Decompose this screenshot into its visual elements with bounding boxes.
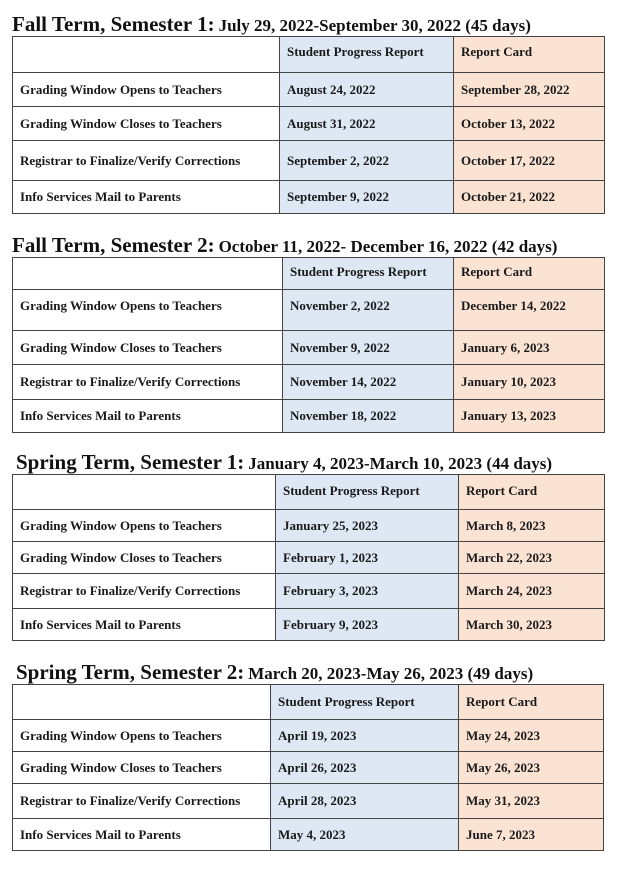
row-label: Grading Window Closes to Teachers	[13, 542, 276, 574]
progress-report-date: April 28, 2023	[271, 784, 459, 819]
table-row	[13, 107, 605, 141]
report-card-date: May 26, 2023	[459, 752, 604, 784]
report-card-date: March 30, 2023	[459, 609, 605, 641]
progress-report-date: January 25, 2023	[276, 510, 459, 542]
progress-report-date: September 2, 2022	[280, 141, 454, 181]
term-name: Spring Term, Semester 2:	[16, 660, 245, 684]
header-empty-cell	[13, 37, 280, 73]
progress-report-date: November 2, 2022	[283, 290, 454, 331]
report-card-date: October 17, 2022	[454, 141, 605, 181]
row-label: Registrar to Finalize/Verify Corrections	[13, 365, 283, 400]
progress-report-date: August 24, 2022	[280, 73, 454, 107]
row-label: Grading Window Opens to Teachers	[13, 73, 280, 107]
header-empty-cell	[13, 258, 283, 290]
table-row	[13, 752, 604, 784]
table-row	[13, 331, 605, 365]
progress-report-date: November 18, 2022	[283, 400, 454, 433]
header-empty-cell	[13, 475, 276, 510]
report-card-date: June 7, 2023	[459, 819, 604, 851]
row-label: Grading Window Opens to Teachers	[13, 510, 276, 542]
term-heading	[12, 233, 557, 258]
progress-report-date: November 14, 2022	[283, 365, 454, 400]
report-card-date: March 8, 2023	[459, 510, 605, 542]
row-label: Info Services Mail to Parents	[13, 609, 276, 641]
progress-report-date: May 4, 2023	[271, 819, 459, 851]
table-row	[13, 290, 605, 331]
table-row	[13, 819, 604, 851]
table-row	[13, 784, 604, 819]
schedule-table	[12, 257, 605, 433]
header-report-card: Report Card	[459, 475, 605, 510]
header-report-card: Report Card	[454, 37, 605, 73]
row-label: Info Services Mail to Parents	[13, 400, 283, 433]
table-row	[13, 365, 605, 400]
header-progress-report: Student Progress Report	[276, 475, 459, 510]
progress-report-date: April 26, 2023	[271, 752, 459, 784]
row-label: Grading Window Closes to Teachers	[13, 331, 283, 365]
progress-report-date: February 9, 2023	[276, 609, 459, 641]
report-card-date: May 24, 2023	[459, 720, 604, 752]
table-row	[13, 574, 605, 609]
term-dates: July 29, 2022-September 30, 2022 (45 days)	[218, 16, 531, 35]
progress-report-date: February 3, 2023	[276, 574, 459, 609]
term-dates: January 4, 2023-March 10, 2023 (44 days)	[248, 454, 553, 473]
schedule-table	[12, 684, 604, 851]
progress-report-date: April 19, 2023	[271, 720, 459, 752]
term-name: Fall Term, Semester 1:	[12, 12, 215, 36]
header-empty-cell	[13, 685, 271, 720]
table-row	[13, 400, 605, 433]
schedule-table	[12, 36, 605, 214]
table-row	[13, 510, 605, 542]
table-row	[13, 609, 605, 641]
table-row	[13, 542, 605, 574]
report-card-date: January 10, 2023	[454, 365, 605, 400]
schedule-table	[12, 474, 605, 641]
report-card-date: September 28, 2022	[454, 73, 605, 107]
row-label: Grading Window Opens to Teachers	[13, 720, 271, 752]
row-label: Registrar to Finalize/Verify Corrections	[13, 141, 280, 181]
row-label: Registrar to Finalize/Verify Corrections	[13, 784, 271, 819]
header-progress-report: Student Progress Report	[280, 37, 454, 73]
row-label: Grading Window Closes to Teachers	[13, 107, 280, 141]
term-heading	[12, 12, 531, 37]
row-label: Info Services Mail to Parents	[13, 819, 271, 851]
progress-report-date: February 1, 2023	[276, 542, 459, 574]
row-label: Grading Window Opens to Teachers	[13, 290, 283, 331]
term-heading	[16, 450, 552, 475]
table-header-row	[13, 685, 604, 720]
report-card-date: January 6, 2023	[454, 331, 605, 365]
report-card-date: October 21, 2022	[454, 181, 605, 214]
term-name: Spring Term, Semester 1:	[16, 450, 245, 474]
header-report-card: Report Card	[454, 258, 605, 290]
header-progress-report: Student Progress Report	[271, 685, 459, 720]
term-dates: October 11, 2022- December 16, 2022 (42 days)	[218, 237, 558, 256]
term-dates: March 20, 2023-May 26, 2023 (49 days)	[248, 664, 534, 683]
report-card-date: March 22, 2023	[459, 542, 605, 574]
table-header-row	[13, 258, 605, 290]
header-report-card: Report Card	[459, 685, 604, 720]
report-card-date: March 24, 2023	[459, 574, 605, 609]
report-card-date: December 14, 2022	[454, 290, 605, 331]
table-header-row	[13, 37, 605, 73]
table-header-row	[13, 475, 605, 510]
table-row	[13, 73, 605, 107]
table-row	[13, 141, 605, 181]
header-progress-report: Student Progress Report	[283, 258, 454, 290]
row-label: Info Services Mail to Parents	[13, 181, 280, 214]
table-row	[13, 720, 604, 752]
row-label: Registrar to Finalize/Verify Corrections	[13, 574, 276, 609]
progress-report-date: September 9, 2022	[280, 181, 454, 214]
row-label: Grading Window Closes to Teachers	[13, 752, 271, 784]
report-card-date: May 31, 2023	[459, 784, 604, 819]
report-card-date: October 13, 2022	[454, 107, 605, 141]
table-row	[13, 181, 605, 214]
report-card-date: January 13, 2023	[454, 400, 605, 433]
progress-report-date: August 31, 2022	[280, 107, 454, 141]
progress-report-date: November 9, 2022	[283, 331, 454, 365]
term-name: Fall Term, Semester 2:	[12, 233, 215, 257]
term-heading	[16, 660, 533, 685]
